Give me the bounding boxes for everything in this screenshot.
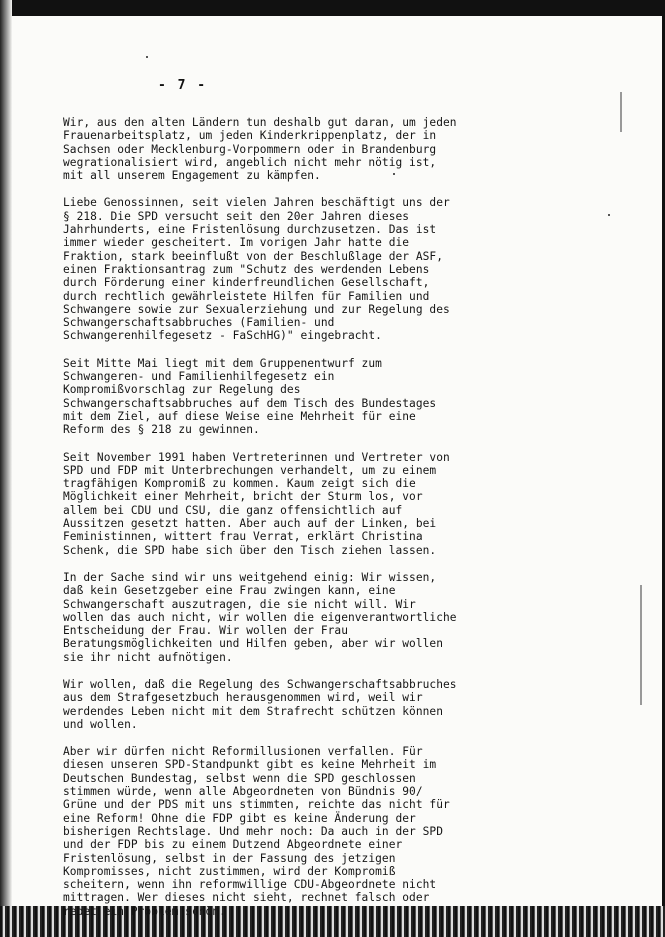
text-line: Fristenlösung, selbst in der Fassung des jetzigen [63,851,396,865]
text-line: Seit Mitte Mai liegt mit dem Gruppenentwurf zum [63,356,382,370]
scan-speck [146,56,148,58]
text-line: SPD und FDP mit Unterbrechungen verhandelt, um zu einem [63,463,437,477]
text-line: Beratungsmöglichkeiten und Hilfen geben, aber wir wollen [63,637,443,651]
text-line: wegrationalisiert wird, angeblich nicht mehr nötig ist, [63,155,437,169]
scan-artifact [640,585,642,705]
text-line: mit all unserem Engagement zu kämpfen. [63,169,321,183]
text-line: bisherigen Rechtslage. Und mehr noch: Da auch in der SPD [63,824,443,838]
text-line: einen Fraktionsantrag zum "Schutz des werdenden Lebens [63,262,430,276]
text-line: Aussitzen gesetzt hatten. Aber auch auf der Linken, bei [63,517,437,531]
text-line: diesen unseren SPD-Standpunkt gibt es keine Mehrheit im [63,758,437,772]
paragraph [63,116,457,183]
text-line: Schwangerschaftsabbruches (Familien- und [63,316,335,330]
text-line: Fraktion, stark beeinflußt von der Beschlußlage der ASF, [63,249,443,263]
text-line: mit dem Ziel, auf diese Weise eine Mehrheit für eine [63,409,416,423]
text-line: Grüne und der PDS mit uns stimmten, reichte das nicht für [63,798,450,812]
text-line: und wollen. [63,717,138,731]
paragraph [63,450,450,557]
text-line: Schenk, die SPD habe sich über den Tisch ziehen lassen. [63,543,437,557]
text-line: aus dem Strafgesetzbuch herausgenommen wird, weil wir [63,691,423,705]
text-line: Frauenarbeitsplatz, um jeden Kinderkrippenplatz, der in [63,129,437,143]
text-line: wollen das auch nicht, wir wollen die eigenverantwortliche [63,610,457,624]
text-line: § 218. Die SPD versucht seit den 20er Jahren dieses [63,209,410,223]
paragraph [63,570,457,664]
page-number: - 7 - [158,78,208,93]
text-line: Liebe Genossinnen, seit vielen Jahren beschäftigt uns der [63,196,450,210]
text-line: scheitern, wenn ihn reformwillige CDU-Abgeordnete nicht [63,878,437,892]
text-line: Schwangeren- und Familienhilfegesetz ein [63,370,335,384]
text-line: In der Sache sind wir uns weitgehend einig: Wir wissen, [63,570,437,584]
text-line: Jahrhunderts, eine Fristenlösung durchzusetzen. Das ist [63,223,437,237]
paragraph [63,677,457,731]
text-line: stimmen würde, wenn alle Abgeordneten von Bündnis 90/ [63,785,423,799]
document-body [63,116,457,932]
text-line: Entscheidung der Frau. Wir wollen der Frau [63,624,348,638]
paragraph [63,196,450,343]
text-line: durch Förderung einer kinderfreundlichen Gesellschaft, [63,276,430,290]
text-line: tragfähigen Kompromiß zu kommen. Kaum zeigt sich die [63,477,416,491]
paragraph [63,356,437,437]
text-line: eine Reform! Ohne die FDP gibt es keine Änderung der [63,811,416,825]
text-line: immer wieder gescheitert. Im vorigen Jahr hatte die [63,236,410,250]
text-line: werdendes Leben nicht mit dem Strafrecht schützen können [63,704,443,718]
text-line: redet ein Problem schön. [63,904,226,918]
text-line: allem bei CDU und CSU, die ganz offensichtlich auf [63,503,403,517]
text-line: sie ihr nicht aufnötigen. [63,650,233,664]
paragraph [63,745,450,918]
text-line: daß kein Gesetzgeber eine Frau zwingen kann, eine [63,584,396,598]
text-line: Deutschen Bundestag, selbst wenn die SPD geschlossen [63,771,416,785]
text-line: Wir, aus den alten Ländern tun deshalb gut daran, um jeden [63,116,457,129]
scan-edge [0,0,12,937]
text-line: durch rechtlich gewährleistete Hilfen für Familien und [63,289,430,303]
text-line: Möglichkeit einer Mehrheit, bricht der Sturm los, vor [63,490,423,504]
text-line: und der FDP bis zu einem Dutzend Abgeordnete einer [63,838,403,852]
text-line: Wir wollen, daß die Regelung des Schwangerschaftsabbruches [63,677,457,691]
text-line: Reform des § 218 zu gewinnen. [63,423,260,437]
text-line: mittragen. Wer dieses nicht sieht, rechnet falsch oder [63,891,430,905]
text-line: Aber wir dürfen nicht Reformillusionen verfallen. Für [63,745,423,759]
text-line: Schwangerenhilfegesetz - FaSchHG)" eingebracht. [63,329,382,343]
text-line: Schwangere sowie zur Sexualerziehung und zur Regelung des [63,302,450,316]
text-line: Sachsen oder Mecklenburg-Vorpommern oder in Brandenburg [63,142,437,156]
text-line: Kompromißvorschlag zur Regelung des [63,383,301,397]
scan-artifact [620,92,622,132]
text-line: Schwangerschaft auszutragen, die sie nicht will. Wir [63,597,416,611]
text-line: Feministinnen, wittert frau Verrat, erklärt Christina [63,530,423,544]
scan-speck [608,214,610,216]
text-line: Seit November 1991 haben Vertreterinnen und Vertreter von [63,450,450,464]
text-line: Kompromisses, nicht zustimmen, wird der Kompromiß [63,864,396,878]
text-line: Schwangerschaftsabbruches auf dem Tisch des Bundestages [63,396,437,410]
